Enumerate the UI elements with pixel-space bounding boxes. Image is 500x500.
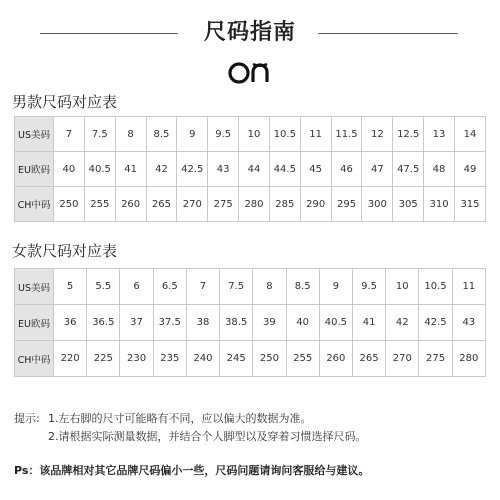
men-size-table xyxy=(14,116,486,222)
size-cell: 40.5 xyxy=(319,305,352,341)
table-row xyxy=(15,152,486,187)
size-cell: 7 xyxy=(186,269,219,305)
size-cell: 9 xyxy=(319,269,352,305)
size-cell: 44 xyxy=(239,152,270,187)
size-cell: 38 xyxy=(186,305,219,341)
row-header-cell: EU欧码 xyxy=(15,305,54,341)
tip-line-1: 1.左右脚的尺寸可能略有不同，应以偏大的数据为准。 xyxy=(48,412,312,425)
size-cell: 275 xyxy=(208,187,239,222)
size-cell: 7.5 xyxy=(84,117,115,152)
size-cell: 47 xyxy=(362,152,393,187)
size-cell: 10 xyxy=(386,269,419,305)
title-divider-right xyxy=(318,33,458,34)
size-cell: 49 xyxy=(454,152,485,187)
size-cell: 11 xyxy=(452,269,485,305)
size-cell: 5.5 xyxy=(87,269,120,305)
size-cell: 48 xyxy=(424,152,455,187)
size-cell: 6 xyxy=(120,269,153,305)
size-cell: 260 xyxy=(115,187,146,222)
size-cell: 10 xyxy=(239,117,270,152)
size-cell: 12 xyxy=(362,117,393,152)
size-cell: 42.5 xyxy=(177,152,208,187)
row-header-cell: CH中码 xyxy=(15,341,54,377)
size-cell: 6.5 xyxy=(153,269,186,305)
size-cell: 41 xyxy=(352,305,385,341)
size-cell: 38.5 xyxy=(220,305,253,341)
size-cell: 265 xyxy=(146,187,177,222)
size-cell: 250 xyxy=(54,187,85,222)
size-cell: 10.5 xyxy=(419,269,452,305)
size-cell: 40.5 xyxy=(84,152,115,187)
size-cell: 255 xyxy=(286,341,319,377)
size-cell: 280 xyxy=(452,341,485,377)
size-cell: 42 xyxy=(386,305,419,341)
size-cell: 44.5 xyxy=(269,152,300,187)
size-cell: 240 xyxy=(186,341,219,377)
table-row xyxy=(15,269,486,305)
size-cell: 225 xyxy=(87,341,120,377)
tip-line-2: 2.请根据实际测量数据，并结合个人脚型以及穿着习惯选择尺码。 xyxy=(48,430,367,443)
size-cell: 43 xyxy=(208,152,239,187)
size-cell: 14 xyxy=(454,117,485,152)
size-cell: 250 xyxy=(253,341,286,377)
size-cell: 5 xyxy=(54,269,87,305)
size-cell: 8 xyxy=(253,269,286,305)
ps-note: Ps：该品牌相对其它品牌尺码偏小一些，尺码问题请询问客服给与建议。 xyxy=(14,464,370,477)
size-cell: 9.5 xyxy=(352,269,385,305)
row-header-cell: US美码 xyxy=(15,269,54,305)
size-cell: 42.5 xyxy=(419,305,452,341)
size-cell: 9 xyxy=(177,117,208,152)
table-row xyxy=(15,305,486,341)
table-row xyxy=(15,117,486,152)
size-cell: 245 xyxy=(220,341,253,377)
size-cell: 11 xyxy=(300,117,331,152)
table-row xyxy=(15,187,486,222)
size-cell: 42 xyxy=(146,152,177,187)
size-cell: 8.5 xyxy=(286,269,319,305)
size-cell: 275 xyxy=(419,341,452,377)
size-cell: 300 xyxy=(362,187,393,222)
size-cell: 7.5 xyxy=(220,269,253,305)
women-section-title: 女款尺码对应表 xyxy=(12,242,118,260)
size-cell: 9.5 xyxy=(208,117,239,152)
size-cell: 37.5 xyxy=(153,305,186,341)
size-cell: 270 xyxy=(386,341,419,377)
size-cell: 310 xyxy=(424,187,455,222)
men-section-title: 男款尺码对应表 xyxy=(12,93,118,111)
tips-label: 提示: xyxy=(14,412,40,425)
size-cell: 265 xyxy=(352,341,385,377)
women-size-table xyxy=(14,268,486,377)
size-cell: 315 xyxy=(454,187,485,222)
size-cell: 260 xyxy=(319,341,352,377)
size-cell: 230 xyxy=(120,341,153,377)
size-cell: 45 xyxy=(300,152,331,187)
size-cell: 13 xyxy=(424,117,455,152)
size-cell: 305 xyxy=(393,187,424,222)
title-row xyxy=(0,16,500,50)
size-cell: 40 xyxy=(286,305,319,341)
size-cell: 41 xyxy=(115,152,146,187)
size-cell: 8.5 xyxy=(146,117,177,152)
size-cell: 235 xyxy=(153,341,186,377)
row-header-cell: EU欧码 xyxy=(15,152,54,187)
size-cell: 220 xyxy=(54,341,87,377)
row-header-cell: CH中码 xyxy=(15,187,54,222)
size-cell: 36.5 xyxy=(87,305,120,341)
size-cell: 47.5 xyxy=(393,152,424,187)
size-cell: 36 xyxy=(54,305,87,341)
size-cell: 43 xyxy=(452,305,485,341)
size-cell: 280 xyxy=(239,187,270,222)
size-cell: 39 xyxy=(253,305,286,341)
size-cell: 7 xyxy=(54,117,85,152)
size-cell: 8 xyxy=(115,117,146,152)
size-cell: 46 xyxy=(331,152,362,187)
size-cell: 285 xyxy=(269,187,300,222)
size-cell: 290 xyxy=(300,187,331,222)
size-cell: 12.5 xyxy=(393,117,424,152)
size-cell: 10.5 xyxy=(269,117,300,152)
size-cell: 295 xyxy=(331,187,362,222)
row-header-cell: US美码 xyxy=(15,117,54,152)
size-cell: 11.5 xyxy=(331,117,362,152)
table-row xyxy=(15,341,486,377)
size-cell: 255 xyxy=(84,187,115,222)
title-divider-left xyxy=(40,33,178,34)
page-title: 尺码指南 xyxy=(203,20,296,45)
size-cell: 37 xyxy=(120,305,153,341)
size-cell: 40 xyxy=(54,152,85,187)
size-cell: 270 xyxy=(177,187,208,222)
on-brand-logo-icon xyxy=(226,58,274,88)
